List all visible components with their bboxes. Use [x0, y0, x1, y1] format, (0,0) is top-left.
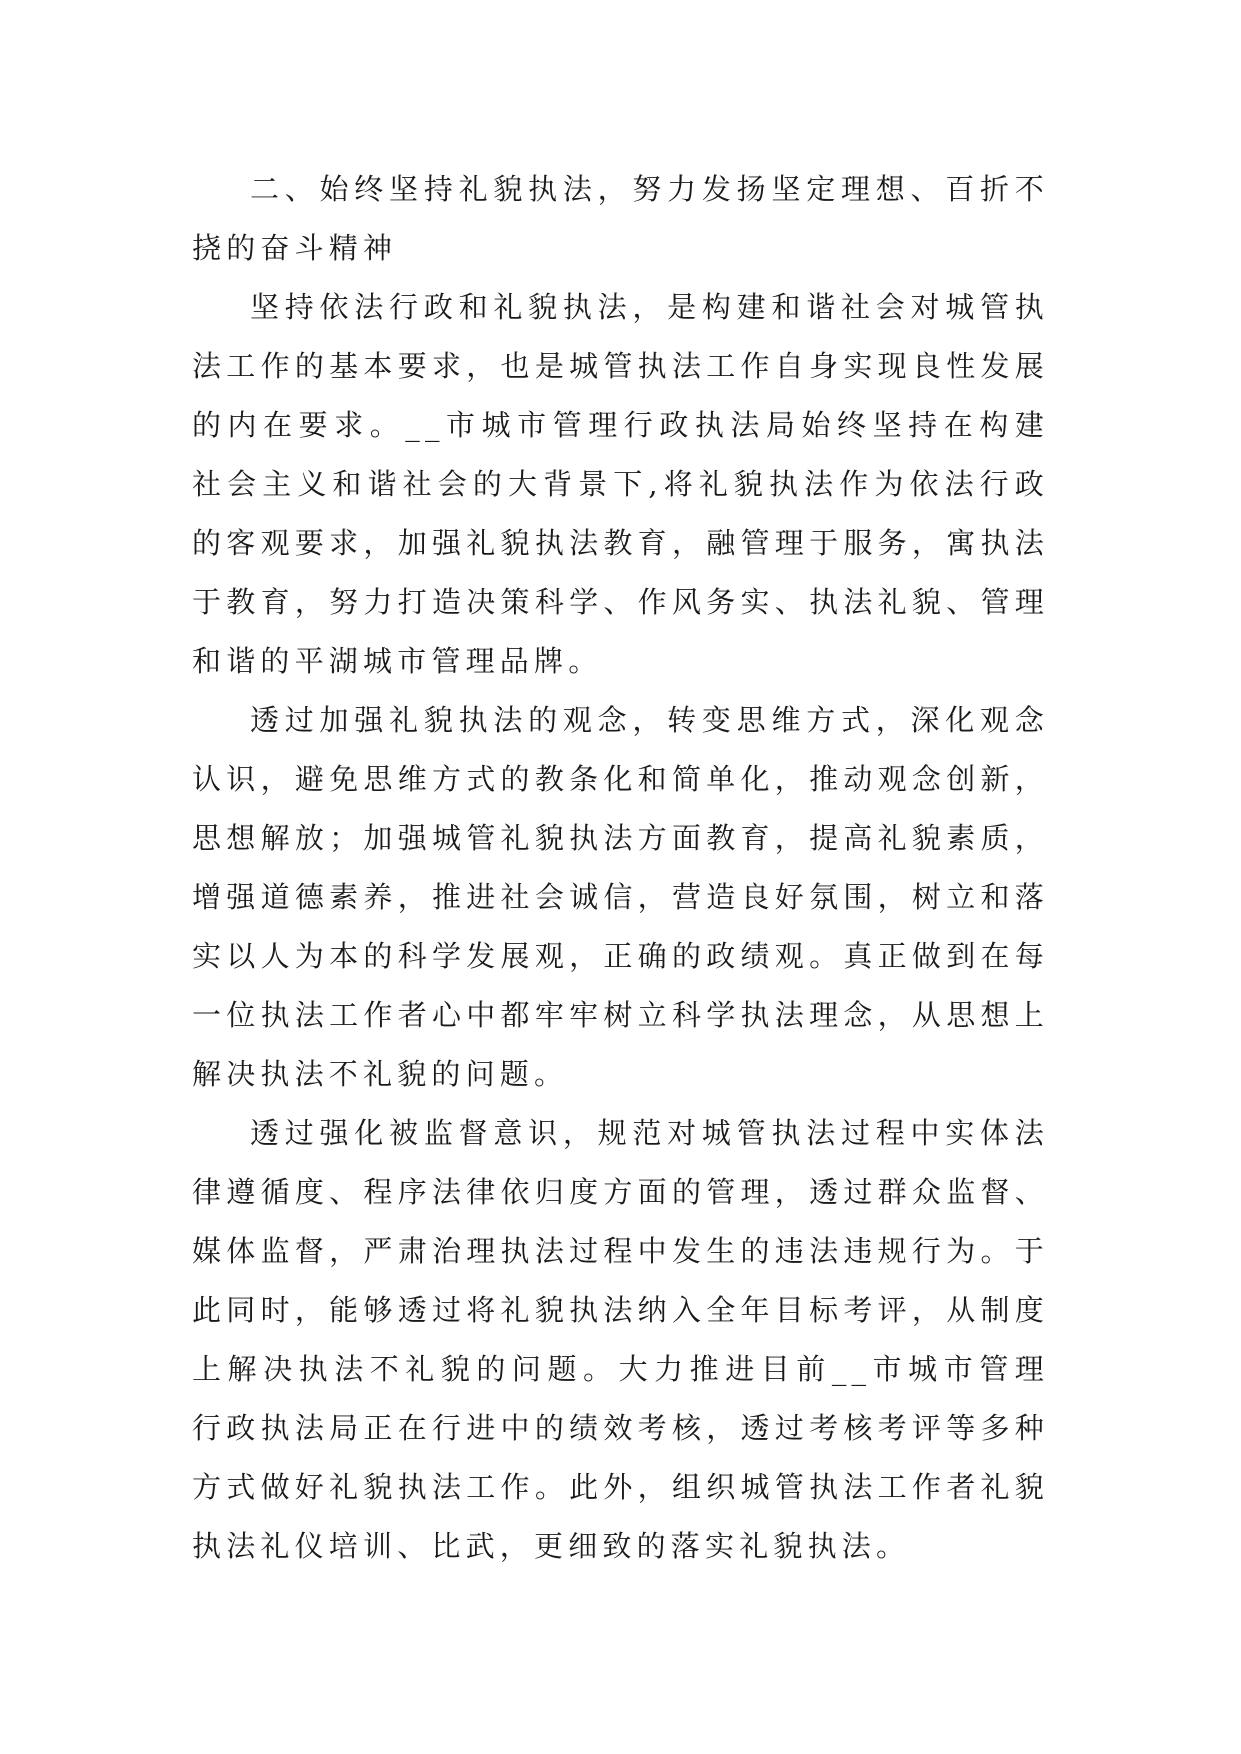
paragraph-2: 透过加强礼貌执法的观念，转变思维方式，深化观念认识，避免思维方式的教条化和简单化，推动观念创新，思想解放；加强城管礼貌执法方面教育，提高礼貌素质，增强道德素养，推进社会诚信，营造良好氛围，树立和落实以人为本的科学发展观，正确的政绩观。真正做到在每一位执法工作者心中都牢牢树立科学执法理念，从思想上解决执法不礼貌的问题。: [192, 703, 1049, 1091]
paragraph-3: 透过强化被监督意识，规范对城管执法过程中实体法律遵循度、程序法律依归度方面的管理，透过群众监督、媒体监督，严肃治理执法过程中发生的违法违规行为。于此同时，能够透过将礼貌执法纳入全年目标考评，从制度上解决执法不礼貌的问题。大力推进目前__市城市管理行政执法局正在行进中的绩效考核，透过考核考评等多种方式做好礼貌执法工作。此外，组织城管执法工作者礼貌执法礼仪培训、比武，更细致的落实礼貌执法。: [192, 1116, 1049, 1563]
section-heading: 二、始终坚持礼貌执法，努力发扬坚定理想、百折不挠的奋斗精神: [192, 172, 1049, 265]
paragraph-1: 坚持依法行政和礼貌执法，是构建和谐社会对城管执法工作的基本要求，也是城管执法工作自身实现良性发展的内在要求。__市城市管理行政执法局始终坚持在构建社会主义和谐社会的大背景下,将礼貌执法作为依法行政的客观要求，加强礼貌执法教育，融管理于服务，寓执法于教育，努力打造决策科学、作风务实、执法礼貌、管理和谐的平湖城市管理品牌。: [192, 290, 1049, 678]
document-body: [192, 160, 1049, 1576]
